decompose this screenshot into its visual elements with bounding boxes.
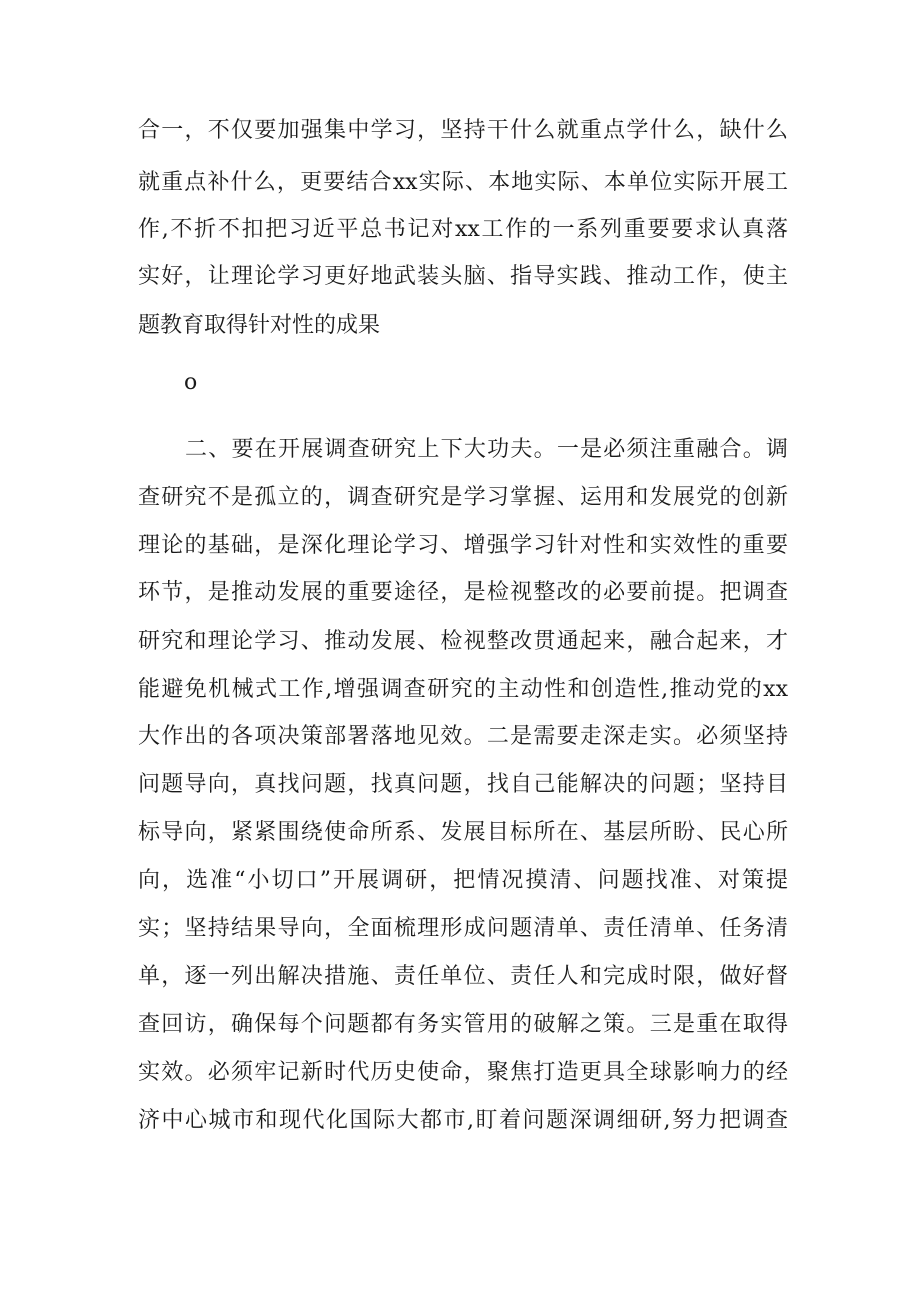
paragraph2-line-15: 济中心城市和现代化国际大都市,盯着问题深调细研,努力把调查 — [138, 1108, 788, 1133]
paragraph1-line-5: 题教育取得针对性的成果 — [138, 313, 381, 338]
paragraph2-line-6: 能避免机械式工作,增强调查研究的主动性和创造性,推动党的xx — [138, 677, 788, 702]
paragraph2-line-3: 理论的基础，是深化理论学习、增强学习针对性和实效性的重要 — [138, 533, 788, 558]
paragraph2-line-10: 向，选准“小切口”开展调研，把情况摸清、问题找准、对策提 — [138, 868, 788, 893]
paragraph2-line-7: 大作出的各项决策部署落地见效。二是需要走深走实。必须坚持 — [138, 724, 788, 749]
paragraph1-line-1: 合一，不仅要加强集中学习，坚持干什么就重点学什么，缺什么 — [138, 118, 788, 143]
paragraph2-line-12: 单，逐一列出解决措施、责任单位、责任人和完成时限，做好督 — [138, 964, 788, 989]
paragraph2-line-14: 实效。必须牢记新时代历史使命，聚焦打造更具全球影响力的经 — [138, 1060, 788, 1085]
paragraph1-line-2: 就重点补什么，更要结合xx实际、本地实际、本单位实际开展工 — [138, 170, 788, 195]
paragraph1-line-3: 作,不折不扣把习近平总书记对xx工作的一系列重要要求认真落 — [138, 217, 788, 242]
paragraph2-line-13: 查回访，确保每个问题都有务实管用的破解之策。三是重在取得 — [138, 1012, 788, 1037]
paragraph2-line-1: 二、要在开展调查研究上下大功夫。一是必须注重融合。调 — [185, 437, 788, 462]
stray-mark: o — [184, 370, 198, 395]
paragraph2-line-4: 环节，是推动发展的重要途径，是检视整改的必要前提。把调查 — [138, 580, 788, 605]
paragraph2-line-8: 问题导向，真找问题，找真问题，找自己能解决的问题；坚持目 — [138, 772, 788, 797]
paragraph2-line-2: 查研究不是孤立的，调查研究是学习掌握、运用和发展党的创新 — [138, 485, 788, 510]
paragraph2-line-11: 实；坚持结果导向，全面梳理形成问题清单、责任清单、任务清 — [138, 916, 788, 941]
paragraph2-line-5: 研究和理论学习、推动发展、检视整改贯通起来，融合起来，才 — [138, 629, 788, 654]
paragraph2-line-9: 标导向，紧紧围绕使命所系、发展目标所在、基层所盼、民心所 — [138, 820, 788, 845]
paragraph1-line-4: 实好，让理论学习更好地武装头脑、指导实践、推动工作，使主 — [138, 264, 788, 289]
